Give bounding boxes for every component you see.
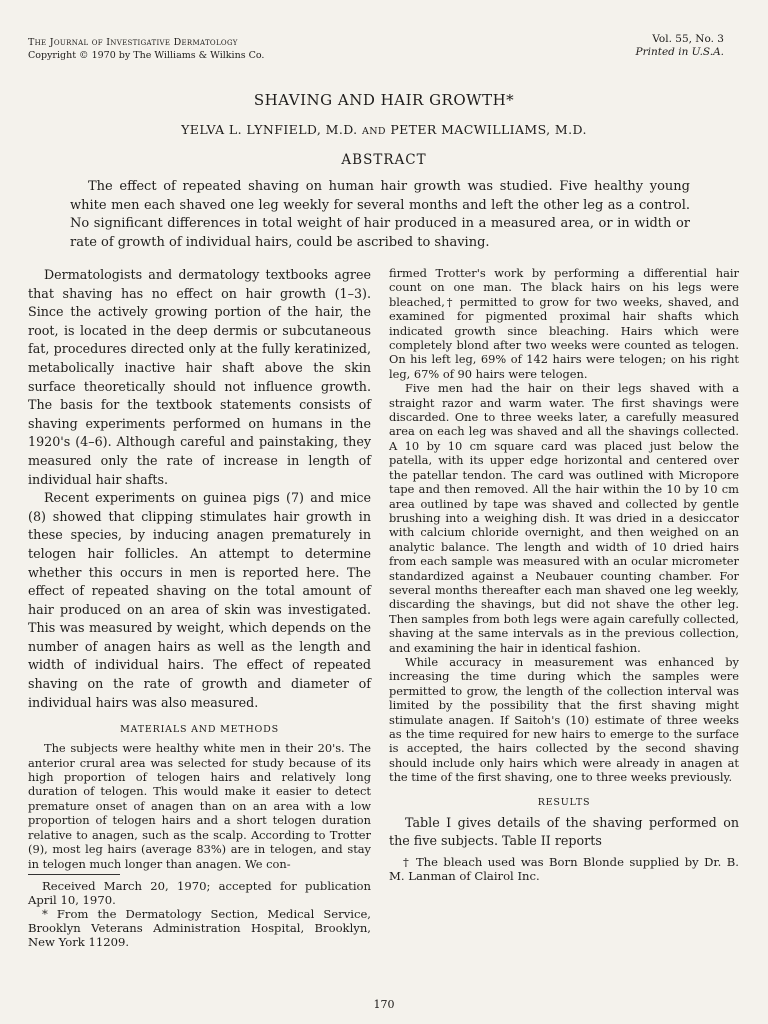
author-1: YELVA L. LYNFIELD, M.D.	[181, 122, 358, 137]
intro-paragraph-2: Recent experiments on guinea pigs (7) and mice (8) showed that clipping stimulates hair growth in these species, by inducing anagen prematurely in telogen hair follicles. An attempt to determine whether this occurs in men is reported here. The effect of repeated shaving on the total amount of hair produced on an area of skin was investigated. This was measured by weight, which depends on the number of anagen hairs as well as the length and width of individual hairs. The effect of repeated shaving on the rate of growth and diameter of individual hairs was also measured.	[28, 490, 371, 710]
methods-paragraph-3: Five men had the hair on their legs shaved with a straight razor and warm water. The first shavings were discarded. One to three weeks later, a carefully measured area on each leg was shaved and all the shavings collected. A 10 by 10 cm square card was placed just below the patella, with its upper edge horizontal and centered over the patellar tendon. The card was outlined with Micropore tape and then removed. All the hair within the 10 by 10 cm area outlined by tape was shaved and collected by gentle brushing into a weighing dish. It was dried in a desiccator with calcium chloride overnight, and then weighed on an analytic balance. The length and width of 10 dried hairs from each sample was measured with an ocular micrometer standardized against a Neubauer counting chamber. For several months thereafter each man shaved one leg weekly, discarding the shavings, but did not shave the other leg. Then samples from both legs were again carefully collected, shaving at the same intervals as in the previous collection, and examining the hair in identical fashion.	[389, 381, 739, 655]
footnote-received: Received March 20, 1970; accepted for publication April 10, 1970.	[28, 878, 371, 907]
authors-line	[0, 122, 768, 137]
footnote-bleach: † The bleach used was Born Blonde supplied by Dr. B. M. Lanman of Clairol Inc.	[389, 854, 739, 883]
author-conjunction: AND	[361, 126, 386, 137]
abstract-heading: ABSTRACT	[341, 152, 427, 168]
page-number: 170	[373, 998, 395, 1011]
methods-paragraph-4: While accuracy in measurement was enhanced by increasing the time during which the samples were permitted to grow, the length of the collection interval was limited by the possibility that the first shaving might stimulate anagen. If Saitoh's (10) estimate of three weeks as the time required for new hairs to emerge to the surface is accepted, the hairs collected by the second shaving should include only hairs which were already in anagen at the time of the first shaving, one to three weeks previously.	[389, 654, 739, 785]
journal-name: The Journal of Investigative Dermatology	[28, 37, 238, 48]
volume-number: Vol. 55, No. 3	[652, 33, 724, 45]
right-column	[389, 266, 739, 883]
article-title: SHAVING AND HAIR GROWTH*	[253, 91, 515, 109]
methods-heading: MATERIALS AND METHODS	[120, 724, 279, 736]
methods-paragraph-1: The subjects were healthy white men in their 20's. The anterior crural area was selected for study because of its high proportion of telogen hairs and relatively long duration of telogen. This would make it easier to detect premature onset of anagen than on an area with a low proportion of telogen hairs and a short telogen duration relative to anagen, such as the scalp. According to Trotter (9), most leg hairs (average 83%) are in telogen, and stay in telogen much longer than anagen. We con-	[28, 741, 371, 871]
footnote-affiliation: * From the Dermatology Section, Medical Service, Brooklyn Veterans Administration Hospital, Brooklyn, New York 11209.	[28, 906, 371, 949]
footnote-divider	[28, 874, 120, 875]
abstract-text: The effect of repeated shaving on human hair growth was studied. Five healthy young white men each shaved one leg weekly for several months and left the other leg as a control. No significant differences in total weight of hair produced in a measured area, or in width or rate of growth of individual hairs, could be ascribed to shaving.	[70, 179, 690, 250]
results-paragraph-1: Table I gives details of the shaving performed on the five subjects. Table II reports	[389, 814, 739, 849]
intro-paragraph-1: Dermatologists and dermatology textbooks agree that shaving has no effect on hair growth (1–3). Since the actively growing portion of the hair, the root, is located in the deep dermis or subcutaneous fat, procedures directed only at the fully keratinized, metabolically inactive hair shaft above the skin surface theoretically should not influence growth. The basis for the textbook statements consists of shaving experiments performed on humans in the 1920's (4–6). Although careful and painstaking, they measured only the rate of increase in length of individual hair shafts.	[28, 267, 371, 487]
left-column	[28, 266, 371, 949]
journal-header	[28, 36, 264, 62]
printed-location: Printed in U.S.A.	[635, 46, 724, 58]
author-2: PETER MACWILLIAMS, M.D.	[390, 122, 587, 137]
results-heading: RESULTS	[537, 796, 591, 808]
copyright-line: Copyright © 1970 by The Williams & Wilkins Co.	[28, 50, 265, 61]
methods-paragraph-2: firmed Trotter's work by performing a differential hair count on one man. The black hairs on his legs were bleached,† permitted to grow for two weeks, shaved, and examined for pigmented proximal hair shafts which indicated growth since bleaching. Hairs which were completely blond after two weeks were counted as telogen. On his left leg, 69% of 142 hairs were telogen; on his right leg, 67% of 90 hairs were telogen.	[389, 266, 739, 381]
issue-info	[636, 33, 724, 59]
